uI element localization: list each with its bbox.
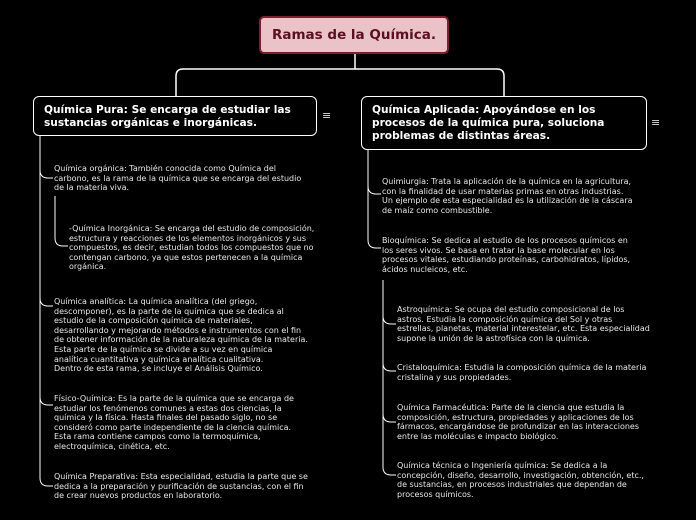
right-branch-line: [368, 150, 381, 248]
leaf-fisico-quimica[interactable]: Físico-Química: Es la parte de la química que se encarga de estudiar los fenómenos comunes a estas dos ciencias, la química y la física. Hasta finales del pasado siglo, no se consideró como parte independiente de la ciencia química. Esta rama contiene campos como la termoquímica, electroquímica, cinética, etc.: [54, 394, 294, 451]
quimica-pura-title: Química Pura: Se encarga de estudiar las sustancias orgánicas e inorgánicas.: [44, 104, 291, 129]
left-branch-line: [40, 136, 53, 486]
root-title: Ramas de la Química.: [271, 27, 437, 43]
leaf-quimica-organica[interactable]: Química orgánica: También conocida como Química del carbono, es la rama de la química que se encarga del estudio de la materia viva.: [54, 164, 302, 193]
leaf-quimica-inorganica[interactable]: -Química Inorgánica: Se encarga del estudio de composición, estructura y reacciones de los elementos inorgánicos y sus compuestos, es decir, estudian todos los compuestos que no contengan carbono, ya que estos pertenecen a la química orgánica.: [69, 224, 315, 272]
quimica-aplicada-title: Química Aplicada: Apoyándose en los procesos de la química pura, soluciona problemas de distintas áreas.: [372, 104, 605, 142]
leaf-quimica-farmaceutica[interactable]: Química Farmacéutica: Parte de la ciencia que estudia la composición, estructura, propiedades y aplicaciones de los fármacos, encargándose de profundizar en las interacciones entre las moléculas e impacto biológico.: [397, 403, 640, 441]
leaf-cristaloquimica[interactable]: Cristaloquímica: Estudia la composición química de la materia cristalina y sus propiedades.: [397, 363, 647, 382]
leaf-quimiurgia[interactable]: Quimiurgia: Trata la aplicación de la química en la agricultura, con la finalidad de usar materias primas en otras industrias. Un ejemplo de esta especialidad es la utilización de la cáscara de maíz como combustible.: [382, 177, 633, 215]
quimica-aplicada-node[interactable]: [361, 96, 647, 150]
leaf-quimica-analitica[interactable]: Química analítica: La química analítica (del griego, descomponer), es la parte de la química que se dedica al estudio de la composición química de materiales, desarrollando y mejorando métodos e instrumentos con el fin de obtener información de la naturaleza química de la materia. Esta parte de la química se divide a su vez en química analítica cuantitativa y química analítica cualitativa. Dentro de esta rama, se incluye el Análisis Químico.: [54, 297, 308, 374]
leaf-quimica-tecnica[interactable]: Química técnica o Ingeniería química: Se dedica a la concepción, diseño, desarrollo, investigación, obtención, etc., de sustancias, en procesos industriales que dependan de procesos químicos.: [397, 461, 644, 499]
left-sub-branch-line: [55, 196, 68, 246]
leaf-quimica-preparativa[interactable]: Química Preparativa: Esta especialidad, estudia la parte que se dedica a la preparación y purificación de sustancias, con el fin de crear nuevos productos en laboratorio.: [54, 472, 308, 501]
leaf-bioquimica[interactable]: Bioquímica: Se dedica al estudio de los procesos químicos en los seres vivos. Se basa en tratar la base molecular en los procesos vitales, estudiando proteínas, carbohidratos, lípidos, ácidos nucleicos, etc.: [382, 236, 631, 274]
quimica-aplicada-menu-icon[interactable]: ≡: [651, 116, 661, 129]
root-node[interactable]: [259, 16, 449, 54]
root-connector: [176, 54, 504, 97]
quimica-pura-menu-icon[interactable]: ≡: [322, 109, 332, 122]
leaf-astroquimica[interactable]: Astroquímica: Se ocupa del estudio composicional de los astros. Estudia la composición química del Sol y otras estrellas, planetas, material interestelar, etc. Esta especialidad supone la unión de la astrofísica con la química.: [397, 305, 650, 343]
right-sub-branch-line: [383, 280, 396, 475]
quimica-pura-node[interactable]: [33, 96, 317, 136]
